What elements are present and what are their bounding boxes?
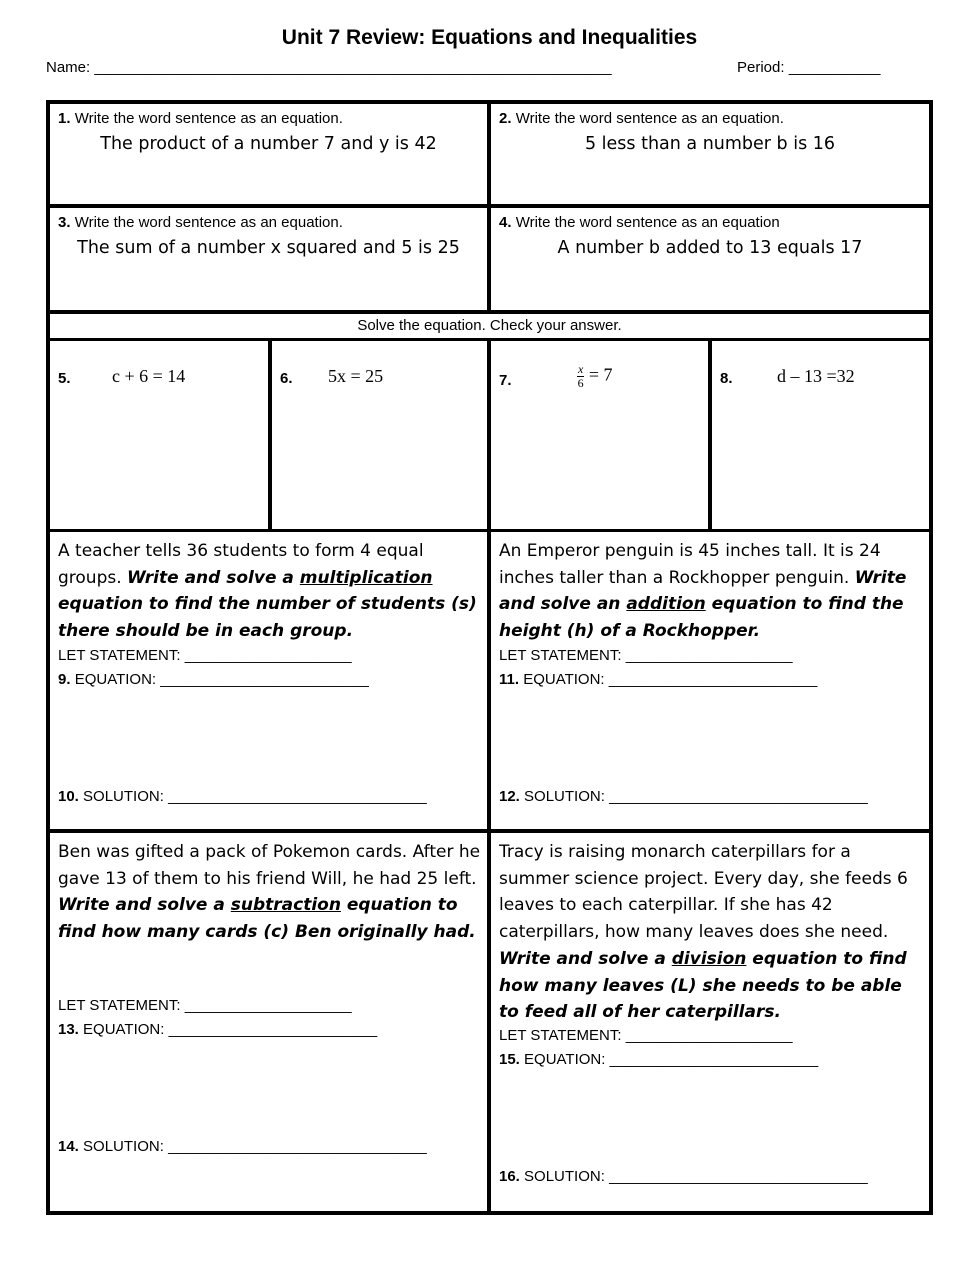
question-2-instruction: 2. Write the word sentence as an equation. — [499, 110, 784, 127]
question-6-equation: 5x = 25 — [328, 366, 384, 386]
word-problem-teacher[interactable] — [50, 532, 487, 829]
divider — [50, 310, 929, 314]
question-7-equation: $\frac{x}{6}$ = 7 — [577, 362, 613, 390]
question-2[interactable] — [491, 104, 929, 204]
question-2-sentence: 5 less than a number b is 16 — [584, 134, 836, 154]
question-5-number: 5. — [58, 370, 71, 387]
question-1[interactable] — [50, 104, 487, 204]
equation-field-11[interactable]: 11. EQUATION: _________________________ — [499, 671, 818, 688]
name-label: Name: — [46, 59, 91, 76]
word-problem-pokemon[interactable] — [50, 833, 487, 1211]
word-problem-penguin[interactable] — [491, 532, 929, 829]
question-8[interactable] — [712, 341, 929, 529]
equation-field-9[interactable]: 9. EQUATION: _________________________ — [58, 671, 369, 688]
problem-text: Ben was gifted a pack of Pokemon cards. After he gave 13 of them to his friend Will, he had 25 left. Write and solve a subtraction equation to find how many cards (c) Ben originally had. — [58, 842, 481, 943]
worksheet-title: Unit 7 Review: Equations and Inequalities — [281, 26, 698, 49]
question-1-instruction: 1. Write the word sentence as an equation. — [58, 110, 343, 127]
worksheet-grid — [46, 100, 933, 1215]
problem-text: A teacher tells 36 students to form 4 equal groups. Write and solve a multiplication equation to find the number of students (s) there should be in each group. — [58, 541, 477, 642]
let-statement-field[interactable]: LET STATEMENT: ____________________ — [499, 1027, 793, 1044]
question-3[interactable] — [50, 208, 487, 310]
problem-text: Tracy is raising monarch caterpillars for a summer science project. Every day, she feeds 6 leaves to each caterpillar. If she has 42 caterpillars, how many leaves does she need. Write and solve a division equation to find how many leaves (L) she needs to be able to feed all of her caterpillars. — [499, 842, 908, 1023]
question-5-equation: c + 6 = 14 — [112, 366, 186, 386]
question-4-sentence: A number b added to 13 equals 17 — [557, 238, 863, 258]
question-3-instruction: 3. Write the word sentence as an equation. — [58, 214, 343, 231]
question-8-number: 8. — [720, 370, 733, 387]
solution-field-10[interactable]: 10. SOLUTION: _______________________________ — [58, 788, 427, 805]
question-3-sentence: The sum of a number x squared and 5 is 25 — [77, 238, 460, 258]
question-6-number: 6. — [280, 370, 293, 387]
word-problem-caterpillars[interactable] — [491, 833, 929, 1211]
question-4-instruction: 4. Write the word sentence as an equation — [499, 214, 780, 231]
let-statement-field[interactable]: LET STATEMENT: ____________________ — [58, 997, 352, 1014]
question-7[interactable] — [491, 341, 708, 529]
solution-field-16[interactable]: 16. SOLUTION: _______________________________ — [499, 1168, 868, 1185]
question-5[interactable] — [50, 341, 268, 529]
question-7-number: 7. — [499, 372, 512, 389]
question-6[interactable] — [272, 341, 487, 529]
period-blank[interactable]: ___________ — [788, 59, 881, 76]
name-blank[interactable]: ______________________________________________________________ — [94, 59, 612, 76]
problem-text: An Emperor penguin is 45 inches tall. It is 24 inches taller than a Rockhopper penguin. Write and solve an addition equation to find the height (h) of a Rockhopper. — [499, 541, 907, 642]
solution-field-12[interactable]: 12. SOLUTION: _______________________________ — [499, 788, 868, 805]
name-field[interactable] — [46, 59, 612, 76]
solve-banner: Solve the equation. Check your answer. — [357, 317, 622, 334]
let-statement-field[interactable]: LET STATEMENT: ____________________ — [499, 647, 793, 664]
period-label: Period: — [737, 59, 785, 76]
period-field[interactable] — [737, 59, 880, 76]
equation-field-15[interactable]: 15. EQUATION: _________________________ — [499, 1051, 819, 1068]
solution-field-14[interactable]: 14. SOLUTION: _______________________________ — [58, 1138, 427, 1155]
equation-field-13[interactable]: 13. EQUATION: _________________________ — [58, 1021, 378, 1038]
question-8-equation: d – 13 =32 — [777, 366, 855, 386]
fraction: $\frac{x}{6}$ — [577, 362, 584, 390]
question-4[interactable] — [491, 208, 929, 310]
question-1-sentence: The product of a number 7 and y is 42 — [100, 134, 437, 154]
let-statement-field[interactable]: LET STATEMENT: ____________________ — [58, 647, 352, 664]
